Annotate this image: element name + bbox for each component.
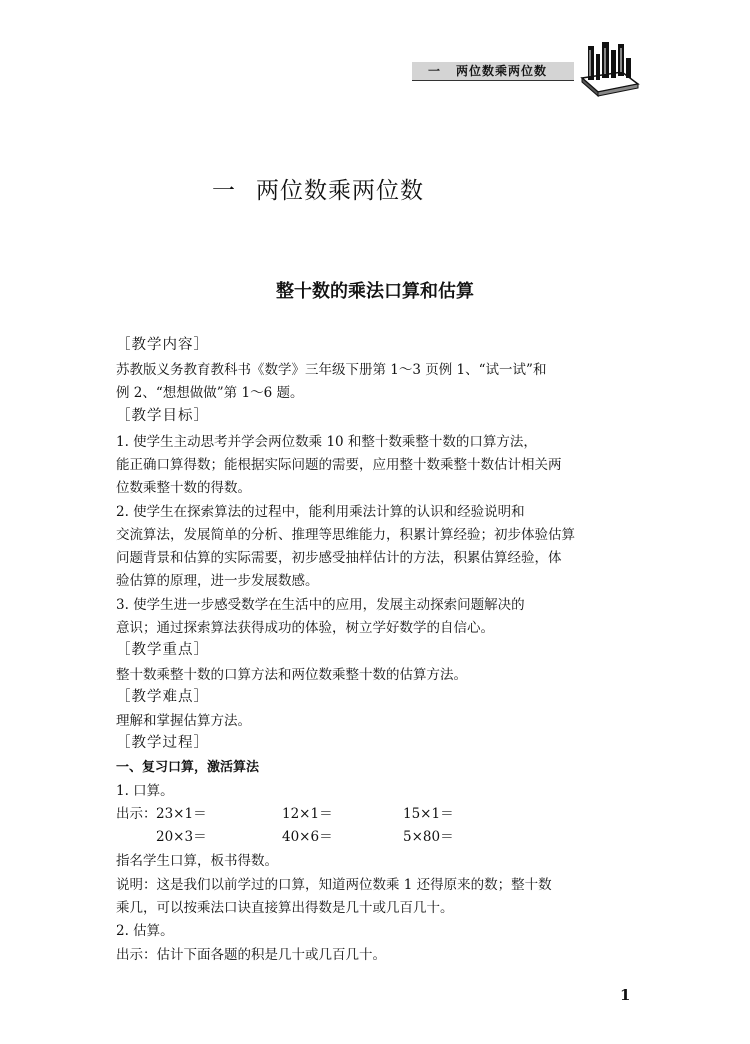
tag-teaching-goals: ［教学目标］ bbox=[116, 408, 209, 424]
page-number: 1 bbox=[620, 986, 631, 1004]
step-2: 2. 估算。 bbox=[116, 923, 174, 939]
header-rule bbox=[412, 80, 574, 81]
process-heading: 一、复习口算，激活算法 bbox=[116, 760, 260, 775]
goal-1-line: 能正确口算得数；能根据实际问题的需要，应用整十数乘整十数估计相关两 bbox=[116, 457, 562, 473]
running-header bbox=[412, 62, 574, 80]
explanation-line: 乘几，可以按乘法口诀直接算出得数是几十或几百几十。 bbox=[116, 900, 454, 916]
step-1: 1. 口算。 bbox=[116, 783, 174, 799]
running-header-chapter-title: 两位数乘两位数 bbox=[456, 64, 548, 78]
goal-2-line: 交流算法，发展简单的分析、推理等思维能力，积累计算经验；初步体验估算 bbox=[116, 527, 575, 543]
exercise-item: 23×1＝ bbox=[156, 806, 207, 822]
chapter-number: 一 bbox=[212, 178, 236, 204]
show-text: 出示：估计下面各题的积是几十或几百几十。 bbox=[116, 947, 386, 963]
tag-teaching-difficulty: ［教学难点］ bbox=[116, 689, 209, 705]
exercise-item: 20×3＝ bbox=[156, 829, 207, 845]
section-title: 整十数的乘法口算和估算 bbox=[276, 281, 474, 302]
exercise-item: 15×1＝ bbox=[403, 806, 454, 822]
content-paragraph-line: 例 2、“想想做做”第 1～6 题。 bbox=[116, 385, 304, 401]
content-paragraph-line: 苏教版义务教育教科书《数学》三年级下册第 1～3 页例 1、“试一试”和 bbox=[116, 362, 547, 378]
explanation-line: 说明：这是我们以前学过的口算，知道两位数乘 1 还得原来的数；整十数 bbox=[116, 877, 552, 893]
running-header-chapter-number: 一 bbox=[428, 64, 441, 78]
chapter-title bbox=[212, 172, 424, 205]
show-label: 出示： bbox=[116, 806, 157, 822]
goal-3-line: 3. 使学生进一步感受数学在生活中的应用，发展主动探索问题解决的 bbox=[116, 597, 525, 613]
exercise-item: 40×6＝ bbox=[282, 829, 333, 845]
note-text: 指名学生口算，板书得数。 bbox=[116, 853, 278, 869]
books-icon bbox=[578, 40, 640, 98]
goal-3-line: 意识；通过探索算法获得成功的体验，树立学好数学的自信心。 bbox=[116, 620, 494, 636]
goal-1-line: 1. 使学生主动思考并学会两位数乘 10 和整十数乘整十数的口算方法， bbox=[116, 434, 537, 450]
tag-teaching-process: ［教学过程］ bbox=[116, 735, 209, 751]
goal-1-line: 位数乘整十数的得数。 bbox=[116, 480, 251, 496]
key-points-text: 整十数乘整十数的口算方法和两位数乘整十数的估算方法。 bbox=[116, 667, 467, 683]
chapter-title-text: 两位数乘两位数 bbox=[256, 178, 424, 204]
exercise-item: 12×1＝ bbox=[282, 806, 333, 822]
goal-2-line: 问题背景和估算的实际需要，初步感受抽样估计的方法，积累估算经验，体 bbox=[116, 550, 562, 566]
difficulty-text: 理解和掌握估算方法。 bbox=[116, 713, 251, 729]
tag-teaching-key-points: ［教学重点］ bbox=[116, 642, 209, 658]
goal-2-line: 验估算的原理，进一步发展数感。 bbox=[116, 573, 319, 589]
goal-2-line: 2. 使学生在探索算法的过程中，能利用乘法计算的认识和经验说明和 bbox=[116, 504, 525, 520]
tag-teaching-content: ［教学内容］ bbox=[116, 337, 209, 353]
exercise-item: 5×80＝ bbox=[403, 829, 454, 845]
